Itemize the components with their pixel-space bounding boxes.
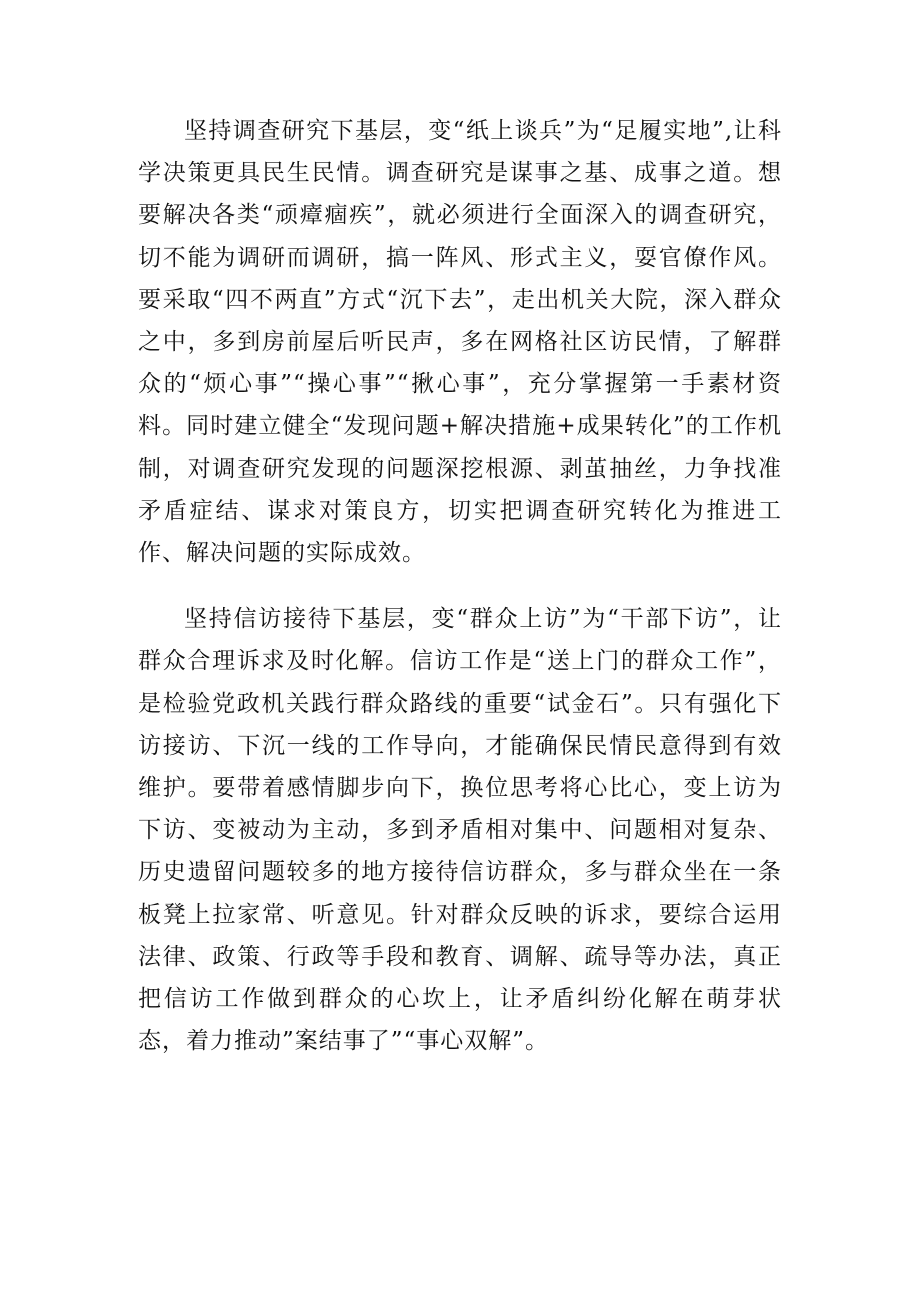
paragraph-petition-reception: 坚持信访接待下基层，变“群众上访”为“干部下访”，让群众合理诉求及时化解。信访工作是“送上门的群众工作”，是检验党政机关践行群众路线的重要“试金石”。只有强化下访接访、下沉一线的工作导向，才能确保民情民意得到有效维护。要带着感情脚步向下，换位思考将心比心，变上访为下访、变被动为主动，多到矛盾相对集中、问题相对复杂、历史遗留问题较多的地方接待信访群众，多与群众坐在一条板凳上拉家常、听意见。针对群众反映的诉求，要综合运用法律、政策、行政等手段和教育、调解、疏导等办法，真正把信访工作做到群众的心坎上，让矛盾纠纷化解在萌芽状态，着力推动”案结事了”“事心双解”。: [138, 606, 782, 1055]
document-body: [138, 110, 782, 1062]
paragraph-investigation-research: 坚持调查研究下基层，变“纸上谈兵”为“足履实地”,让科学决策更具民生民情。调查研究是谋事之基、成事之道。想要解决各类“顽瘴痼疾”，就必须进行全面深入的调查研究，切不能为调研而调研，搞一阵风、形式主义，耍官僚作风。要采取“四不两直”方式“沉下去”，走出机关大院，深入群众之中，多到房前屋后听民声，多在网格社区访民情，了解群众的“烦心事”“操心事”“揪心事”，充分掌握第一手素材资料。同时建立健全“发现问题+解决措施+成果转化”的工作机制，对调查研究发现的问题深挖根源、剥茧抽丝，力争找准矛盾症结、谋求对策良方，切实把调查研究转化为推进工作、解决问题的实际成效。: [138, 118, 782, 567]
